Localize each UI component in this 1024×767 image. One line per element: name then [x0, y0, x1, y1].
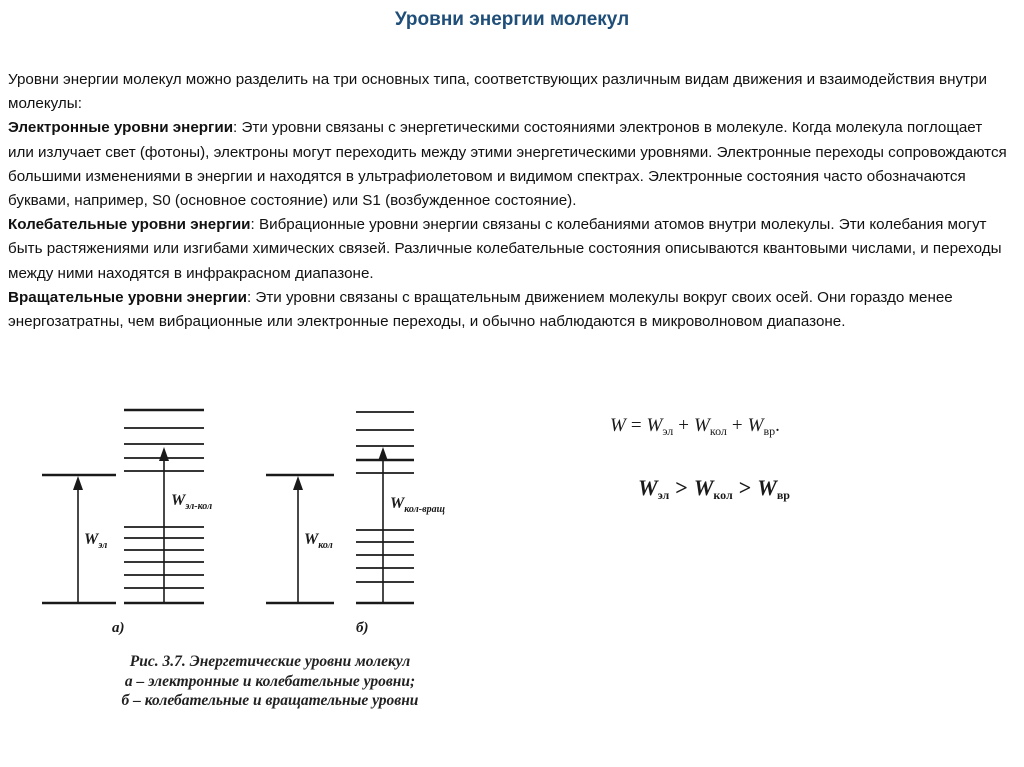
section-vibrational: [8, 213, 1012, 286]
caption-line: а – электронные и колебательные уровни;: [124, 672, 416, 690]
section-text: : Эти уровни связаны с вращательным движением молекулы вокруг своих осей. Они гораздо менее энергозатратны, чем вибрационные или электронные переходы, и обычно наблюдаются в микроволновом диапазоне.: [8, 288, 953, 331]
label-a: а): [112, 620, 125, 636]
section-text: : Эти уровни связаны с энергетическими состояниями электронов в молекуле. Когда молекула поглощает или излучает свет (фотоны), электроны могут переходить между этими энергетическими уровнями. Электронные переходы сопровождаются большими изменениями в энергии и находятся в ультрафиолетовом и видимом спектрах. Электронные состояния часто обозначаются буквами, например, S0 (основное состояние) или S1 (возбужденное состояние).: [8, 119, 1007, 210]
section-heading: Колебательные уровни энергии: [8, 216, 251, 234]
formula-total-energy: $W = W_{эл} + W_{кол} + W_{вр}$.: [610, 415, 780, 438]
arrowhead: [159, 447, 169, 461]
section-electronic: [8, 116, 1012, 213]
section-heading: Вращательные уровни энергии: [8, 288, 247, 306]
energy-levels-diagram: [28, 400, 498, 650]
formulas-svg: [600, 405, 860, 515]
section-text: : Вибрационные уровни энергии связаны с колебаниями атомов внутри молекулы. Эти колебания могут быть растяжениями или изгибами химических связей. Различные колебательные состояния описываются квантовыми числами, и переходы между ними находятся в инфракрасном диапазоне.: [8, 216, 1002, 282]
caption-line: б – колебательные и вращательные уровни: [121, 692, 419, 709]
arrowhead: [73, 476, 83, 490]
formulas: [600, 405, 860, 515]
body-text: [8, 68, 1012, 334]
arrowhead: [378, 447, 388, 461]
label-b: б): [356, 620, 369, 636]
label-w-kol: $W_{кол}$: [304, 531, 333, 551]
energy-levels-figure: [28, 400, 498, 730]
formula-energy-inequality: Wэл > Wкол > Wвр: [638, 475, 790, 502]
caption-line: Рис. 3.7. Энергетические уровни молекул: [129, 653, 411, 670]
arrowhead: [293, 476, 303, 490]
section-rotational: [8, 286, 1012, 334]
label-w-el: $W_{эл}$: [84, 531, 108, 551]
section-heading: Электронные уровни энергии: [8, 119, 234, 137]
figure-caption: [90, 652, 450, 711]
label-w-kol-vrasch: $W_{кол-вращ}$: [390, 495, 445, 515]
intro-paragraph: Уровни энергии молекул можно разделить на три основных типа, соответствующих различным видам движения и взаимодействия внутри молекулы:: [8, 71, 987, 113]
slide-title: Уровни энергии молекул: [394, 9, 630, 30]
label-w-el-kol: $W_{эл-кол}$: [171, 492, 213, 512]
